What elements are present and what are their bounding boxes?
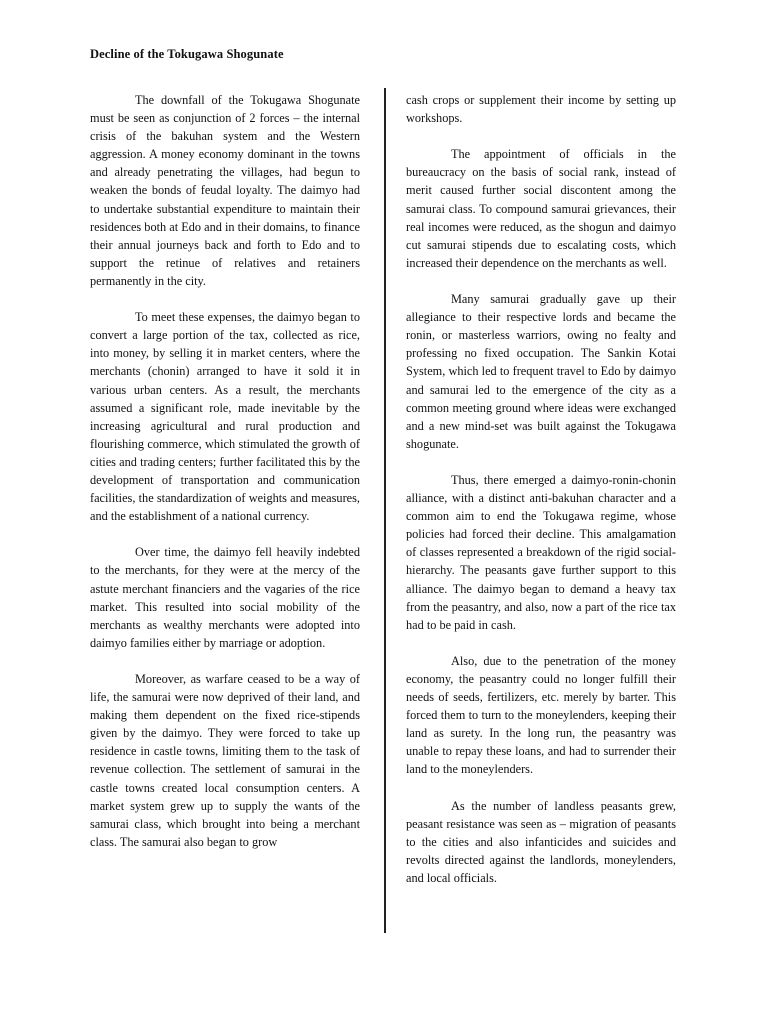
paragraph: Also, due to the penetration of the money economy, the peasantry could no longer fulfill their needs of seeds, fertilizers, etc. merely by barter. This forced them to turn to the moneylenders, keeping their land as surety. In the long run, the peasantry was unable to repay these loans, and had to surrender their land to the moneylenders. xyxy=(406,653,676,777)
paragraph: The downfall of the Tokugawa Shogunate must be seen as conjunction of 2 forces – the internal crisis of the bakuhan system and the Western aggression. A money economy dominant in the towns and already penetrating the villages, had begun to weaken the bonds of feudal loyalty. The daimyo had to undertake substantial expenditure to maintain their residences both at Edo and in their domains, to finance their annual journeys back and forth to Edo and to support the retinue of relatives and retainers permanently in the city. xyxy=(90,93,360,288)
paragraph: Over time, the daimyo fell heavily indebted to the merchants, for they were at the mercy of the astute merchant financiers and the vagaries of the rice market. This resulted into social mobility of the merchants as wealthy merchants were adopted into daimyo families either by marriage or adoption. xyxy=(90,545,360,650)
paragraph-continuation: cash crops or supplement their income by setting up workshops. xyxy=(406,93,676,126)
paragraph: Thus, there emerged a daimyo-ronin-chonin alliance, with a distinct anti-bakuhan character and a common aim to end the Tokugawa regime, whose policies had forced their decline. This amalgamation of classes represented a breakdown of the rigid social-hierarchy. The peasants gave further support to this alliance. The daimyo began to demand a heavy tax from the peasantry, and also, now a part of the rice tax had to be paid in cash. xyxy=(406,472,676,632)
paragraph: Many samurai gradually gave up their allegiance to their respective lords and became the ronin, or masterless warriors, owing no fealty and professing no fixed occupation. The Sankin Kotai System, which led to frequent travel to Edo by daimyo and samurai led to the emergence of the city as a common meeting ground where ideas were exchanged and a new mind-set was built against the Tokugawa shogunate. xyxy=(406,292,676,451)
right-column xyxy=(406,91,676,905)
document-title: Decline of the Tokugawa Shogunate xyxy=(90,47,284,61)
left-column xyxy=(90,91,360,869)
paragraph: To meet these expenses, the daimyo began to convert a large portion of the tax, collected as rice, into money, by selling it in market centers, where the merchants (chonin) arranged to have it sold it in various urban centers. As a result, the merchants assumed a significant role, made inevitable by the increasing agricultural and rural production and flourishing commerce, which stimulated the growth of cities and trading centers; further facilitated this by the development of transportation and communication facilities, the standardization of weights and measures, and the establishment of a national currency. xyxy=(90,310,360,524)
paragraph: As the number of landless peasants grew, peasant resistance was seen as – migration of peasants to the cities and also infanticides and suicides and revolts directed against the landlords, moneylenders, and local officials. xyxy=(406,798,676,886)
paragraph: The appointment of officials in the bureaucracy on the basis of social rank, instead of merit caused further social discontent among the samurai class. To compound samurai grievances, their real incomes were reduced, as the shogun and daimyo cut samurai stipends due to escalating costs, which increased their dependence on the merchants as well. xyxy=(406,147,676,270)
paragraph: Moreover, as warfare ceased to be a way of life, the samurai were now deprived of their land, and making them dependent on the fixed rice-stipends given by the daimyo. They were forced to take up residence in castle towns, limiting them to the task of revenue collection. The settlement of samurai in the castle towns created local consumption centers. A market system grew up to supply the wants of the samurai class, which brought into being a merchant class. The samurai also began to grow xyxy=(90,672,360,849)
column-divider xyxy=(384,88,386,933)
